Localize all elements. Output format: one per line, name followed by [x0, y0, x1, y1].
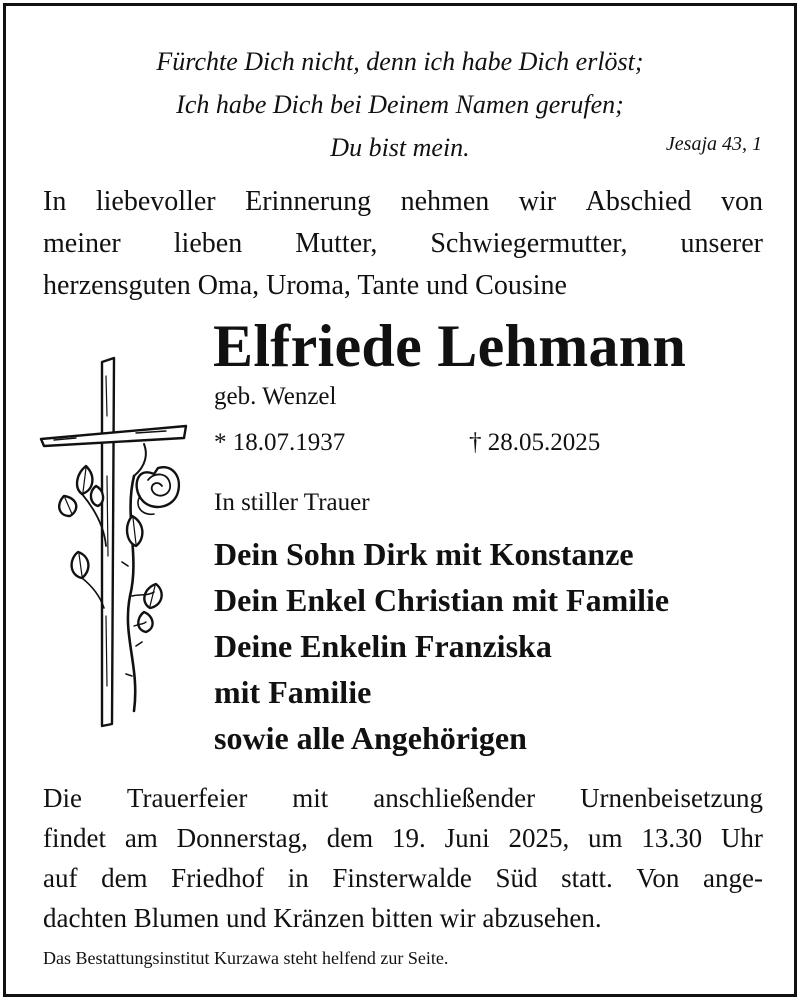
word: am	[124, 823, 158, 853]
intro-line: herzensguten Oma, Uroma, Tante und Cousine	[43, 270, 567, 301]
mourner-line: sowie alle Angehörigen	[214, 720, 527, 756]
mourner-line: mit Familie	[214, 674, 372, 710]
verse-reference: Jesaja 43, 1	[665, 133, 762, 155]
word: Donnerstag,	[176, 823, 308, 853]
birth-date: * 18.07.1937	[214, 429, 346, 456]
word: Finsterwalde	[332, 863, 472, 893]
ceremony-info	[43, 778, 763, 938]
ceremony-line	[43, 818, 763, 858]
ceremony-line: dachten Blumen und Kränzen bitten wir abzusehen.	[43, 903, 602, 933]
word: Mutter,	[295, 228, 378, 259]
word: wir	[518, 186, 557, 217]
mourner-line: Dein Enkel Christian mit Familie	[214, 582, 670, 618]
word: statt.	[561, 863, 613, 893]
word: in	[287, 863, 309, 893]
verse-line: Fürchte Dich nicht, denn ich habe Dich erlöst;	[156, 47, 644, 76]
word: 13.30	[641, 823, 703, 853]
born-name: geb. Wenzel	[214, 383, 337, 410]
word: auf	[43, 863, 78, 893]
word: Die	[43, 783, 82, 813]
word: lieben	[173, 228, 243, 259]
word: 19.	[392, 823, 426, 853]
mourner-line: Dein Sohn Dirk mit Konstanze	[214, 536, 634, 572]
word: Von	[636, 863, 680, 893]
word: 2025,	[508, 823, 570, 853]
word: Urnenbeisetzung	[580, 783, 763, 813]
word: liebevoller	[95, 186, 216, 217]
intro-text	[43, 181, 763, 307]
word: Uhr	[720, 823, 763, 853]
word: Süd	[495, 863, 538, 893]
word: unserer	[680, 228, 763, 259]
word: In	[43, 186, 67, 217]
obituary-notice	[3, 3, 797, 997]
word: Trauerfeier	[126, 783, 248, 813]
word: Schwiegermutter,	[430, 228, 628, 259]
word: um	[588, 823, 623, 853]
word: meiner	[43, 228, 121, 259]
funeral-home-note: Das Bestattungsinstitut Kurzawa steht helfend zur Seite.	[43, 948, 449, 968]
deceased-name: Elfriede Lehmann	[213, 313, 687, 379]
verse-line: Ich habe Dich bei Deinem Namen gerufen;	[176, 90, 624, 119]
word: dem	[326, 823, 374, 853]
intro-line	[43, 223, 763, 265]
word: Erinnerung	[245, 186, 372, 217]
death-date: † 28.05.2025	[469, 429, 601, 456]
word: Abschied	[585, 186, 692, 217]
cross-with-rose-icon	[36, 356, 196, 731]
mourners-list	[214, 531, 774, 761]
word: anschließender	[373, 783, 536, 813]
word: von	[720, 186, 763, 217]
word: findet	[43, 823, 106, 853]
word: Juni	[444, 823, 490, 853]
word: dem	[101, 863, 148, 893]
intro-line	[43, 181, 763, 223]
ceremony-line	[43, 858, 763, 898]
verse-line: Du bist mein.	[330, 133, 470, 162]
mourning-heading: In stiller Trauer	[214, 489, 370, 516]
word: nehmen	[400, 186, 490, 217]
ceremony-line	[43, 778, 763, 818]
mourner-line: Deine Enkelin Franziska	[214, 628, 552, 664]
word: mit	[292, 783, 329, 813]
word: Friedhof	[171, 863, 265, 893]
word: ange-	[703, 863, 763, 893]
